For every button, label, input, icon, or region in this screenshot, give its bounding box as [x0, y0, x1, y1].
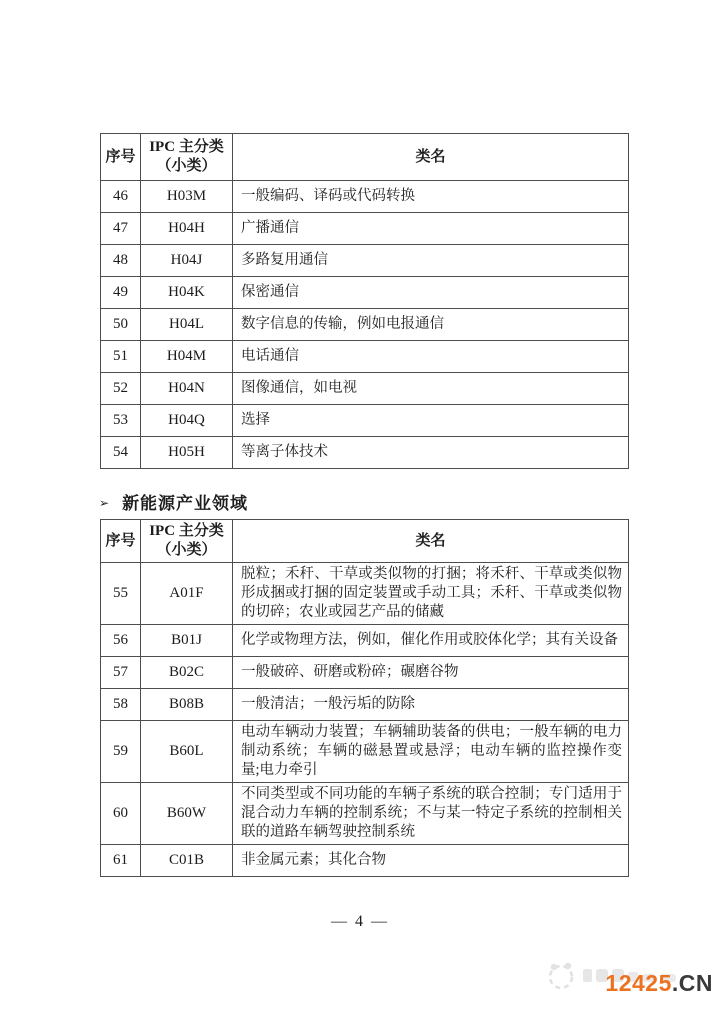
row-ipc: H04J — [141, 245, 233, 277]
row-name: 脱粒；禾秆、干草或类似物的打捆；将禾秆、干草或类似物形成捆或打捆的固定装置或手动工具；禾秆、干草或类似物的切碎；农业或园艺产品的储藏 — [233, 563, 629, 625]
ipc-table-communication — [100, 133, 629, 469]
row-no: 48 — [101, 245, 141, 277]
row-no: 46 — [101, 181, 141, 213]
table-row — [101, 277, 629, 309]
row-no: 52 — [101, 373, 141, 405]
row-name: 不同类型或不同功能的车辆子系统的联合控制；专门适用于混合动力车辆的控制系统；不与某一特定子系统的控制相关联的道路车辆驾驶控制系统 — [233, 783, 629, 845]
table-row — [101, 845, 629, 877]
table-row — [101, 309, 629, 341]
table-row — [101, 341, 629, 373]
row-ipc: H05H — [141, 437, 233, 469]
table-header-row — [101, 520, 629, 563]
row-name: 图像通信，如电视 — [233, 373, 629, 405]
row-no: 55 — [101, 563, 141, 625]
row-ipc: H04M — [141, 341, 233, 373]
row-ipc: C01B — [141, 845, 233, 877]
watermark-text-secondary: .CN — [671, 970, 713, 996]
ipc-table-new-energy — [100, 519, 629, 877]
row-name: 化学或物理方法，例如，催化作用或胶体化学；其有关设备 — [233, 625, 629, 657]
header-ipc — [141, 520, 233, 563]
row-no: 47 — [101, 213, 141, 245]
row-no: 49 — [101, 277, 141, 309]
watermark — [545, 958, 715, 1004]
table-row — [101, 657, 629, 689]
table-row — [101, 783, 629, 845]
row-ipc: H04H — [141, 213, 233, 245]
header-name: 类名 — [233, 520, 629, 563]
row-ipc: H04K — [141, 277, 233, 309]
table-row — [101, 437, 629, 469]
header-ipc-line2: （小类） — [156, 542, 217, 558]
row-name: 保密通信 — [233, 277, 629, 309]
table-row — [101, 181, 629, 213]
row-ipc: B60L — [141, 721, 233, 783]
row-ipc: H04N — [141, 373, 233, 405]
table-row — [101, 721, 629, 783]
header-no: 序号 — [101, 520, 141, 563]
header-ipc-line1: IPC 主分类 — [149, 139, 224, 155]
row-ipc: B08B — [141, 689, 233, 721]
header-ipc-line1: IPC 主分类 — [149, 523, 224, 539]
section-heading — [99, 489, 248, 514]
row-name: 一般编码、译码或代码转换 — [233, 181, 629, 213]
row-name: 选择 — [233, 405, 629, 437]
section-heading-text: 新能源产业领域 — [122, 494, 249, 513]
row-name: 一般清洁；一般污垢的防除 — [233, 689, 629, 721]
table-row — [101, 245, 629, 277]
table-row — [101, 373, 629, 405]
row-no: 59 — [101, 721, 141, 783]
row-no: 58 — [101, 689, 141, 721]
row-name: 一般破碎、研磨或粉碎；碾磨谷物 — [233, 657, 629, 689]
table-row — [101, 405, 629, 437]
page-number: — 4 — — [331, 913, 389, 930]
table-row — [101, 689, 629, 721]
row-name: 电话通信 — [233, 341, 629, 373]
row-ipc: H04Q — [141, 405, 233, 437]
row-name: 等离子体技术 — [233, 437, 629, 469]
table-row — [101, 213, 629, 245]
row-no: 50 — [101, 309, 141, 341]
table-row — [101, 563, 629, 625]
arrow-bullet-icon: ➢ — [99, 496, 111, 510]
row-ipc: B60W — [141, 783, 233, 845]
row-ipc: H03M — [141, 181, 233, 213]
row-no: 56 — [101, 625, 141, 657]
row-no: 57 — [101, 657, 141, 689]
row-name: 多路复用通信 — [233, 245, 629, 277]
row-name: 数字信息的传输，例如电报通信 — [233, 309, 629, 341]
row-no: 60 — [101, 783, 141, 845]
row-name: 广播通信 — [233, 213, 629, 245]
row-name: 电动车辆动力装置；车辆辅助装备的供电；一般车辆的电力制动系统；车辆的磁悬置或悬浮；电动车辆的监控操作变量;电力牵引 — [233, 721, 629, 783]
row-ipc: B01J — [141, 625, 233, 657]
header-ipc — [141, 134, 233, 181]
header-no: 序号 — [101, 134, 141, 181]
table-header-row — [101, 134, 629, 181]
row-ipc: H04L — [141, 309, 233, 341]
row-no: 51 — [101, 341, 141, 373]
table-row — [101, 625, 629, 657]
row-no: 61 — [101, 845, 141, 877]
watermark-text-primary: 12425 — [605, 970, 672, 996]
row-no: 53 — [101, 405, 141, 437]
header-ipc-line2: （小类） — [156, 158, 217, 174]
row-no: 54 — [101, 437, 141, 469]
header-name: 类名 — [233, 134, 629, 181]
row-ipc: A01F — [141, 563, 233, 625]
row-name: 非金属元素；其化合物 — [233, 845, 629, 877]
row-ipc: B02C — [141, 657, 233, 689]
watermark-text — [605, 970, 713, 997]
